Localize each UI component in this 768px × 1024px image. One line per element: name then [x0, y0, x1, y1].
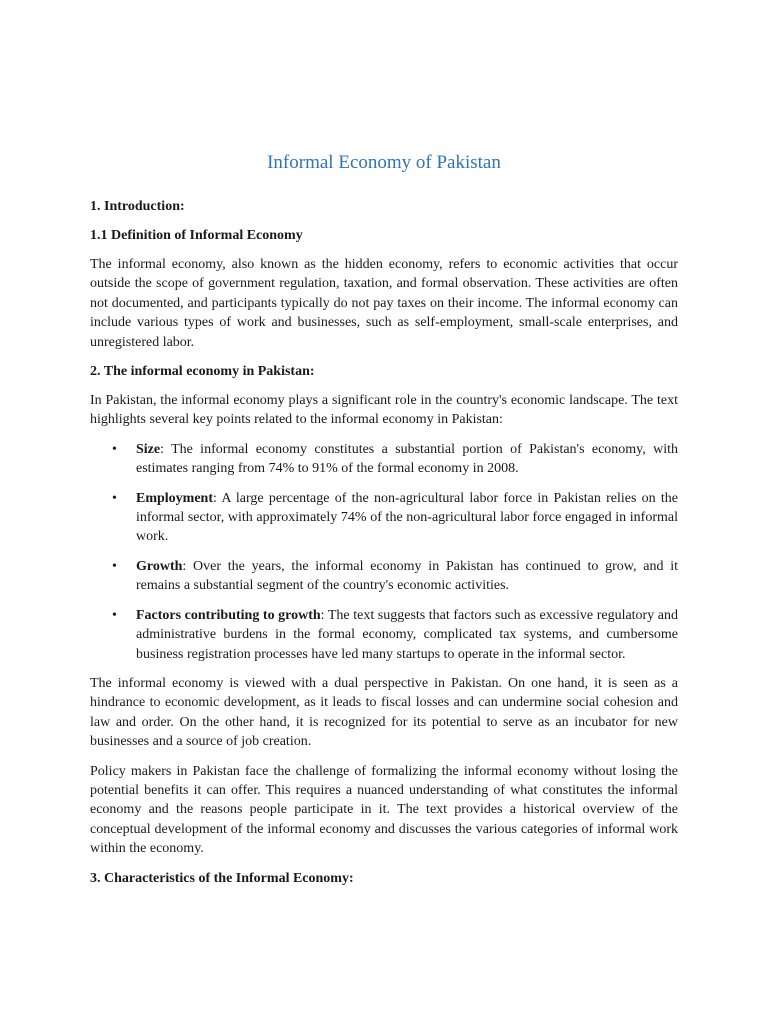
- list-item: [90, 606, 678, 664]
- section-heading-introduction: 1. Introduction:: [90, 199, 185, 214]
- list-item-term: Size: [136, 441, 161, 457]
- list-item: [90, 557, 678, 596]
- list-item-text: : Over the years, the informal economy in Pakistan has continued to grow, and it remains a substantial segment of the country's economic activities.: [136, 558, 678, 594]
- paragraph-pakistan-intro: In Pakistan, the informal economy plays a significant role in the country's economic landscape. The text highlights several key points related to the informal economy in Pakistan:: [90, 393, 678, 428]
- list-item-term: Employment: [136, 490, 213, 506]
- list-item-text: : The text suggests that factors such as excessive regulatory and administrative burdens in the formal economy, complicated tax systems, and cumbersome business registration processes have led many startups to operate in the informal sector.: [136, 607, 679, 662]
- list-item: [90, 440, 678, 479]
- list-item: [90, 489, 678, 547]
- document-title: Informal Economy of Pakistan: [267, 152, 501, 173]
- document-body: [90, 150, 678, 898]
- list-item-term: Growth: [136, 558, 183, 574]
- paragraph-dual-perspective: The informal economy is viewed with a dual perspective in Pakistan. On one hand, it is seen as a hindrance to economic development, as it leads to fiscal losses and can undermine social cohesion and law and order. On the other hand, it is recognized for its potential to serve as an incubator for new businesses and a source of job creation.: [90, 675, 678, 750]
- list-item-text: : The informal economy constitutes a substantial portion of Pakistan's economy, with estimates ranging from 74% to 91% of the formal economy in 2008.: [136, 441, 678, 477]
- bullet-icon: •: [112, 607, 117, 623]
- list-item-term: Factors contributing to growth: [136, 607, 321, 623]
- paragraph-definition: The informal economy, also known as the hidden economy, refers to economic activities that occur outside the scope of government regulation, taxation, and formal observation. These activities are often not documented, and participants typically do not pay taxes on their income. The informal economy can include various types of work and businesses, such as self-employment, small-scale enterprises, and unregistered labor.: [90, 257, 678, 350]
- bullet-icon: •: [112, 490, 117, 506]
- subsection-heading-definition: 1.1 Definition of Informal Economy: [90, 228, 303, 243]
- paragraph-policy-makers: Policy makers in Pakistan face the challenge of formalizing the informal economy without losing the potential benefits it can offer. This requires a nuanced understanding of what constitutes the informal economy and the reasons people participate in it. The text provides a historical overview of the conceptual development of the informal economy and discusses the various categories of informal work within the economy.: [90, 763, 678, 857]
- key-points-list: [90, 440, 678, 664]
- section-heading-characteristics: 3. Characteristics of the Informal Economy:: [90, 870, 354, 886]
- section-heading-pakistan: 2. The informal economy in Pakistan:: [90, 364, 315, 380]
- list-item-text: : A large percentage of the non-agricultural labor force in Pakistan relies on the informal sector, with approximately 74% of the non-agricultural labor force engaged in informal work.: [136, 490, 678, 545]
- bullet-icon: •: [112, 558, 117, 574]
- bullet-icon: •: [112, 441, 117, 457]
